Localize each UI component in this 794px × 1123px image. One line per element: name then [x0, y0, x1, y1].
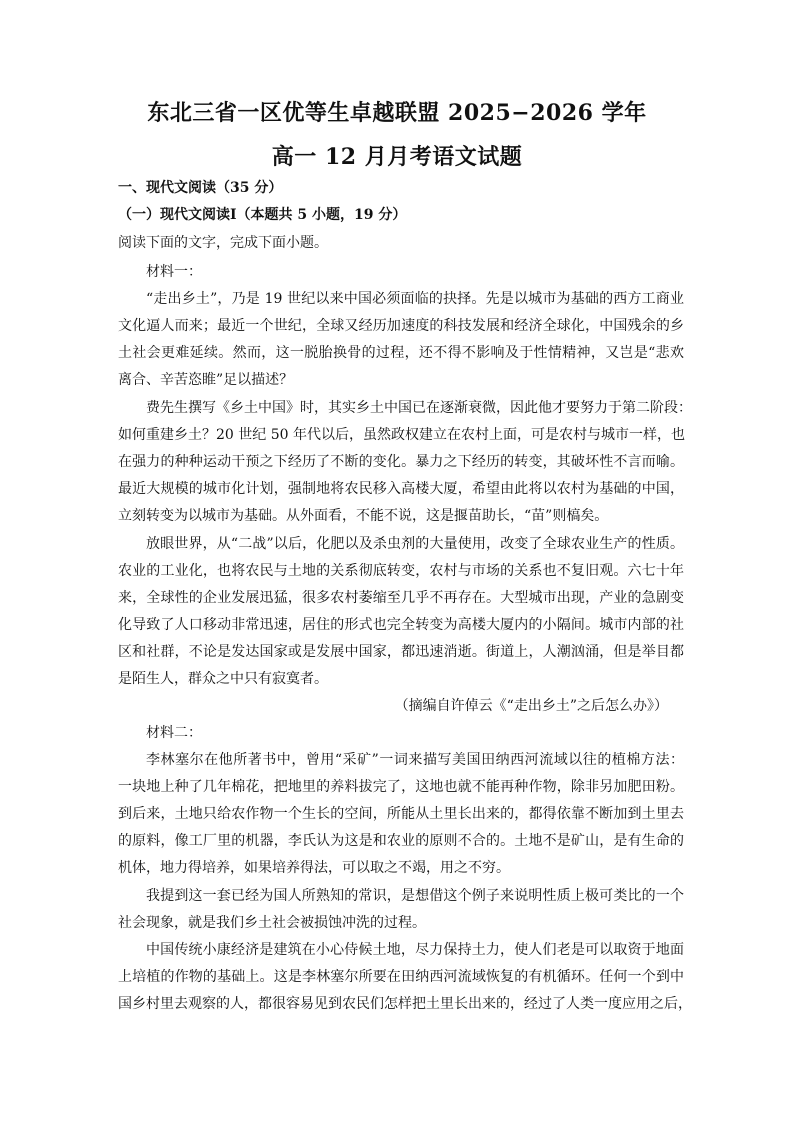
material-1-line: 是陌生人，群众之中只有寂寞者。	[118, 671, 328, 687]
material-2-line: 李林塞尔在他所著书中，曾用“采矿”一词来描写美国田纳西河流域以往的植棉方法：	[146, 752, 684, 768]
material-1-line: 立刻转变为以城市为基础。从外面看，不能不说，这是揠苗助长，“苗”则槁矣。	[118, 508, 609, 524]
document-title-line-1: 东北三省一区优等生卓越联盟 2025−2026 学年	[147, 100, 647, 126]
material-1-line: 化导致了人口移动非常迅速，居住的形式也完全转变为高楼大厦内的小隔间。城市内部的社	[118, 617, 684, 633]
material-1-line: 最近大规模的城市化计划，强制地将农民移入高楼大厦，希望由此将以农村为基础的中国，	[118, 481, 684, 497]
section-subheading: （一）现代文阅读Ⅰ（本题共 5 小题，19 分）	[118, 207, 407, 223]
material-1-line: 费先生撰写《乡土中国》时，其实乡土中国已在逐渐衰微，因此他才要努力于第二阶段：	[146, 400, 692, 416]
material-1-line: 在强力的种种运动干预之下经历了不断的变化。暴力之下经历的转变，其破坏性不言而喻。	[118, 454, 684, 470]
material-2-line: 中国传统小康经济是建筑在小心侍候土地，尽力保持土力，使人们老是可以取资于地面	[146, 942, 684, 958]
material-1-label: 材料一：	[146, 264, 202, 280]
material-2-line: 社会现象，就是我们乡土社会被损蚀冲洗的过程。	[118, 915, 426, 931]
material-1-line: 放眼世界，从“二战”以后，化肥以及杀虫剂的大量使用，改变了全球农业生产的性质。	[146, 536, 684, 552]
reading-instruction: 阅读下面的文字，完成下面小题。	[118, 235, 328, 251]
material-2-line: 国乡村里去观察的人，都很容易见到农民们怎样把土里长出来的，经过了人类一度应用之后，	[118, 996, 692, 1012]
material-1-line: 文化逼人而来；最近一个世纪，全球又经历加速度的科技发展和经济全球化，中国残余的乡	[118, 318, 684, 334]
material-2-label: 材料二：	[146, 725, 202, 741]
material-1-line: 农业的工业化，也将农民与土地的关系彻底转变，农村与市场的关系也不复旧观。六七十年	[118, 563, 684, 579]
material-1-line: 区和社群，不论是发达国家或是发展中国家，都迅速消逝。街道上，人潮汹涌，但是举目都	[118, 644, 684, 660]
material-1-line: 离合、辛苦恣睢”足以描述？	[118, 372, 294, 388]
material-2-line: 一块地上种了几年棉花，把地里的养料拔完了，这地也就不能再种作物，除非另加肥田粉。	[118, 779, 684, 795]
section-heading: 一、现代文阅读（35 分）	[118, 180, 283, 196]
material-1-line: 如何重建乡土？20 世纪 50 年代以后，虽然政权建立在农村上面，可是农村与城市一样，也	[118, 427, 685, 443]
material-1-line: 来，全球性的企业发展迅猛，很多农村萎缩至几乎不再存在。大型城市出现，产业的急剧变	[118, 590, 684, 606]
material-2-line: 的原料，像工厂里的机器，李氏认为这是和农业的原则不合的。土地不是矿山，是有生命的	[118, 833, 684, 849]
document-title-line-2: 高一 12 月月考语文试题	[271, 144, 523, 170]
material-2-line: 我提到这一套已经为国人所熟知的常识，是想借这个例子来说明性质上极可类比的一个	[146, 888, 684, 904]
material-1-line: 土社会更难延续。然而，这一脱胎换骨的过程，还不得不影响及于性情精神，又岂是“悲欢	[118, 345, 684, 361]
material-2-line: 到后来，土地只给农作物一个生长的空间，所能从土里长出来的，都得依靠不断加到土里去	[118, 806, 684, 822]
material-2-line: 上培植的作物的基础上。这是李林塞尔所要在田纳西河流域恢复的有机循环。任何一个到中	[118, 969, 684, 985]
material-1-line: “走出乡土”，乃是 19 世纪以来中国必须面临的抉择。先是以城市为基础的西方工商业	[146, 291, 684, 307]
material-2-line: 机体，地力得培养，如果培养得法，可以取之不竭，用之不穷。	[118, 860, 510, 876]
material-1-source: （摘编自许倬云《“走出乡土”之后怎么办》）	[394, 698, 668, 714]
